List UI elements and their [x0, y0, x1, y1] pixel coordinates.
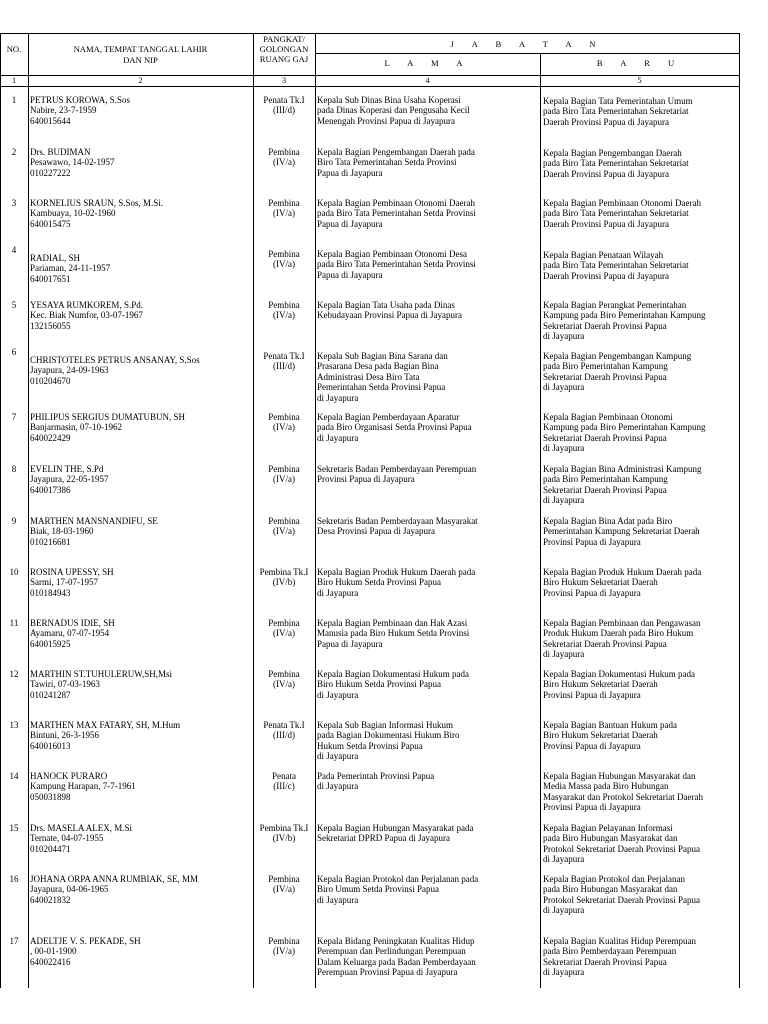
row-old-position-line: di Jayapura — [317, 751, 359, 762]
row-old-position-line: Biro Hukum Setda Provinsi Papua — [317, 679, 441, 690]
colnum-5: 5 — [637, 76, 642, 85]
row-old-position-line: di Jayapura — [317, 392, 359, 403]
row-number: 17 — [9, 936, 19, 946]
row-name-line: 640017386 — [30, 484, 71, 495]
row-new-position-line: pada Biro Tata Pemerintahan Sekretariat — [543, 106, 689, 117]
row-name-line: Biak, 18-03-1960 — [30, 526, 94, 537]
row-old-position-line: Pemerintahan Setda Provinsi Papua — [317, 382, 446, 393]
row-number: 10 — [9, 567, 19, 577]
row-new-position-line: pada Biro Tata Pemerintahan Sekretariat — [543, 158, 689, 169]
row-rank-line: (IV/a) — [273, 628, 295, 639]
col-line-2 — [253, 33, 254, 988]
row-rank-line: (IV/b) — [272, 577, 296, 588]
row-name-line: 010204670 — [30, 375, 71, 386]
row-new-position-line: Daerah Provinsi Papua di Jayapura — [543, 116, 669, 127]
row-number: 1 — [11, 95, 17, 105]
row-rank-line: Pembina — [268, 669, 300, 679]
row-name-line: MARTHIN ST.TUHULERUW,SH,Msi — [30, 669, 172, 679]
row-old-position-line: Perempuan Provinsi Papua di Jayapura — [317, 967, 458, 978]
row-name-line: Kec. Biak Numfor, 03-07-1967 — [30, 310, 143, 321]
row-new-position-line: Kepala Bagian Pengembangan Kampung — [543, 351, 692, 361]
row-old-position-line: pada Dinas Koperasi dan Pengusaha Kecil — [317, 105, 470, 116]
row-name-line: ADELTJE V. S. PEKADE, SH — [30, 936, 141, 946]
row-old-position-line: Hukum Setda Provinsi Papua — [317, 740, 423, 751]
col-line-5 — [739, 33, 740, 988]
row-name-line: 640022416 — [30, 956, 71, 967]
row-rank-line: Pembina Tk.I — [259, 567, 309, 577]
row-new-position-line: Daerah Provinsi Papua di Jayapura — [543, 168, 669, 179]
row-old-position-line: Kepala Bagian Pembinaan dan Hak Azasi — [317, 618, 468, 628]
row-new-position-line: Sekretariat Daerah Provinsi Papua — [543, 371, 667, 382]
row-new-position-line: Kepala Bagian Perangkat Pemerintahan — [543, 300, 687, 310]
row-rank-line: Penata Tk.I — [263, 351, 305, 361]
row-new-position-line: Daerah Provinsi Papua di Jayapura — [543, 270, 669, 281]
row-number: 8 — [11, 464, 17, 474]
row-name-line: Nabire, 23-7-1959 — [30, 105, 97, 116]
col-line-1 — [28, 33, 29, 988]
row-name-line: JOHANA ORPA ANNA RUMBIAK, SE, MM — [30, 874, 198, 884]
row-rank-line: Penata Tk.I — [263, 720, 305, 730]
row-new-position-line: Kepala Bagian Protokol dan Perjalanan — [543, 874, 685, 884]
row-name-line: Sarmi, 17-07-1957 — [30, 577, 98, 588]
row-rank-line: (IV/a) — [273, 946, 295, 957]
row-new-position-line: pada Biro Tata Pemerintahan Sekretariat — [543, 208, 689, 219]
row-rank-line: Pembina — [268, 936, 300, 946]
row-old-position-line: Kepala Bagian Dokumentasi Hukum pada — [317, 669, 469, 679]
row-rank-line: Pembina — [268, 147, 300, 157]
row-number: 12 — [9, 669, 19, 679]
row-new-position-line: Masyarakat dan Protokol Sekretariat Daerah — [543, 791, 703, 802]
row-rank-line: (III/c) — [273, 781, 295, 792]
row-rank-line: Pembina Tk.I — [259, 823, 309, 833]
row-name-line: 050031898 — [30, 791, 71, 802]
row-new-position-line: Kepala Bagian Produk Hukum Daerah pada — [543, 567, 702, 577]
row-new-position-line: Kepala Bagian Bina Administrasi Kampung — [543, 464, 702, 474]
row-old-position-line: Sekretaris Badan Pemberdayaan Masyarakat — [317, 516, 478, 526]
row-new-position-line: di Jayapura — [543, 382, 585, 393]
row-name-line: , 00-01-1900 — [30, 946, 77, 957]
row-old-position-line: Biro Tata Pemerintahan Setda Provinsi — [317, 157, 457, 168]
row-rank-line: (IV/a) — [273, 884, 295, 895]
colnum-3: 3 — [281, 76, 287, 85]
row-name-line: 132156055 — [30, 320, 71, 331]
row-rank-line: Pembina — [268, 464, 300, 474]
row-old-position-line: Administrasi Desa Biro Tata — [317, 371, 420, 382]
row-name-line: 640016013 — [30, 740, 71, 751]
row-rank-line: Pembina — [268, 412, 300, 422]
row-old-position-line: Kepala Bagian Pembinaan Otonomi Daerah — [317, 198, 475, 208]
row-rank-line: (III/d) — [273, 105, 295, 116]
row-name-line: Pariaman, 24-11-1957 — [30, 263, 111, 274]
row-old-position-line: Papua di Jayapura — [317, 167, 383, 178]
row-old-position-line: Dalam Keluarga pada Badan Pemberdayaan — [317, 956, 476, 967]
row-old-position-line: di Jayapura — [317, 894, 359, 905]
row-name-line: PETRUS KOROWA, S.Sos — [30, 95, 131, 105]
row-new-position-line: Biro Hukum Sekretariat Daerah — [543, 730, 658, 741]
row-name-line: 640015925 — [30, 638, 71, 649]
row-old-position-line: Kepala Bagian Hubungan Masyarakat pada — [317, 823, 474, 833]
row-old-position-line: Papua di Jayapura — [317, 218, 383, 229]
row-name-line: Kampung Harapan, 7-7-1961 — [30, 781, 136, 792]
row-number: 13 — [9, 720, 19, 730]
row-name-line: 010227222 — [30, 167, 71, 178]
row-old-position-line: Kepala Bagian Pemberdayaan Aparatur — [317, 412, 460, 422]
row-number: 9 — [11, 516, 17, 526]
row-old-position-line: Biro Umum Setda Provinsi Papua — [317, 884, 439, 895]
row-old-position-line: Sekretaris Badan Pemberdayaan Perempuan — [317, 464, 477, 474]
row-name-line: ROSINA UPESSY, SH — [30, 567, 114, 577]
row-number: 15 — [9, 823, 19, 833]
row-old-position-line: Kepala Bagian Pengembangan Daerah pada — [317, 147, 475, 157]
row-rank-line: (IV/a) — [273, 310, 295, 321]
row-new-position-line: di Jayapura — [543, 331, 585, 342]
row-name-line: Drs. BUDIMAN — [30, 147, 91, 157]
row-new-position-line: pada Biro Pemerintahan Kampung — [543, 474, 668, 485]
row-number: 14 — [9, 771, 19, 781]
row-old-position-line: Kepala Sub Bagian Informasi Hukum — [317, 720, 453, 730]
row-old-position-line: Manusia pada Biro Hukum Setda Provinsi — [317, 628, 470, 639]
row-name-line: Jayapura, 04-06-1965 — [30, 884, 109, 895]
row-name-line: MARTHEN MANSNANDIFU, SE — [30, 516, 158, 526]
row-new-position-line: Kepala Bagian Pengembangan Daerah — [543, 148, 682, 158]
row-new-position-line: Provinsi Papua di Jayapura — [543, 689, 641, 700]
row-new-position-line: Produk Hukum Daerah pada Biro Hukum — [543, 628, 694, 639]
row-old-position-line: Perempuan dan Perlindungan Perempuan — [317, 946, 466, 957]
row-new-position-line: Media Massa pada Biro Hubungan — [543, 781, 669, 792]
header-pangkat-line2: GOLONGAN — [259, 44, 309, 54]
header-baru: B A R U — [596, 58, 683, 68]
row-new-position-line: Kepala Bagian Pembinaan Otonomi — [543, 412, 673, 422]
row-new-position-line: Protokol Sekretariat Daerah Provinsi Papua — [543, 843, 700, 854]
row-old-position-line: Kepala Sub Bagian Bina Sarana dan — [317, 351, 448, 361]
row-new-position-line: di Jayapura — [543, 905, 585, 916]
row-name-line: 640015475 — [30, 218, 71, 229]
row-name-line: 640021832 — [30, 894, 71, 905]
row-new-position-line: pada Biro Tata Pemerintahan Sekretariat — [543, 260, 689, 271]
row-new-position-line: di Jayapura — [543, 443, 585, 454]
row-new-position-line: Provinsi Papua di Jayapura — [543, 802, 641, 813]
row-old-position-line: pada Biro Tata Pemerintahan Setda Provinsi — [317, 208, 476, 219]
row-new-position-line: Kepala Bagian Bina Adat pada Biro — [543, 516, 673, 526]
row-old-position-line: pada Biro Tata Pemerintahan Setda Provinsi — [317, 259, 476, 270]
row-new-position-line: Provinsi Papua di Jayapura — [543, 740, 641, 751]
row-name-line: 010204471 — [30, 843, 71, 854]
row-new-position-line: Biro Hukum Sekretariat Daerah — [543, 577, 658, 588]
row-rank-line: Pembina — [268, 618, 300, 628]
row-new-position-line: Provinsi Papua di Jayapura — [543, 587, 641, 598]
row-name-line: 010184943 — [30, 587, 71, 598]
row-old-position-line: Kepala Bagian Tata Usaha pada Dinas — [317, 300, 455, 310]
row-name-line: Jayapura, 22-05-1957 — [30, 474, 109, 485]
rule-top — [0, 33, 739, 34]
header-pangkat-line1: PANGKAT/ — [263, 34, 305, 44]
row-new-position-line: di Jayapura — [543, 495, 585, 506]
row-name-line: PHILIPUS SERGIUS DUMATUBUN, SH — [30, 412, 186, 422]
row-rank-line: (IV/a) — [273, 157, 295, 168]
row-new-position-line: Pemerintahan Kampung Sekretariat Daerah — [543, 526, 700, 537]
row-old-position-line: Sekretariat DPRD Papua di Jayapura — [317, 833, 450, 844]
rule-jabatan — [315, 53, 739, 54]
row-new-position-line: Kepala Bagian Hubungan Masyarakat dan — [543, 771, 696, 781]
row-name-line: Banjarmasin, 07-10-1962 — [30, 422, 122, 433]
row-name-line: HANOCK PURARO — [30, 771, 108, 781]
row-old-position-line: Kepala Bidang Peningkatan Kualitas Hidup — [317, 936, 475, 946]
row-name-line: Drs. MASELA ALEX, M.Si — [30, 823, 133, 833]
row-old-position-line: di Jayapura — [317, 689, 359, 700]
row-old-position-line: Menengah Provinsi Papua di Jayapura — [317, 115, 455, 126]
row-old-position-line: pada Bagian Dokumentasi Hukum Biro — [317, 730, 460, 741]
row-new-position-line: Kepala Bagian Bantuan Hukum pada — [543, 720, 677, 730]
header-jabatan: J A B A T A N — [450, 39, 604, 49]
row-old-position-line: Biro Hukum Setda Provinsi Papua — [317, 577, 441, 588]
row-new-position-line: Sekretariat Daerah Provinsi Papua — [543, 956, 667, 967]
row-new-position-line: pada Biro Hubungan Masyarakat dan — [543, 833, 678, 844]
row-name-line: EVELIN THE, S.Pd — [30, 464, 104, 474]
row-name-line: 640017651 — [30, 273, 71, 284]
row-new-position-line: pada Biro Hubungan Masyarakat dan — [543, 884, 678, 895]
row-number: 7 — [11, 412, 17, 422]
row-old-position-line: Kepala Bagian Protokol dan Perjalanan pada — [317, 874, 479, 884]
colnum-4: 4 — [425, 76, 430, 85]
row-rank-line: Pembina — [268, 249, 300, 259]
row-rank-line: (III/d) — [273, 730, 295, 741]
row-new-position-line: Kampung pada Biro Pemerintahan Kampung — [543, 422, 706, 433]
row-rank-line: Pembina — [268, 198, 300, 208]
row-rank-line: Pembina — [268, 300, 300, 310]
row-name-line: 010241287 — [30, 689, 71, 700]
row-number: 2 — [11, 147, 17, 157]
row-name-line: YESAYA RUMKOREM, S.Pd. — [30, 300, 143, 310]
row-new-position-line: Daerah Provinsi Papua di Jayapura — [543, 218, 669, 229]
row-new-position-line: Sekretariat Daerah Provinsi Papua — [543, 638, 667, 649]
colnum-2: 2 — [138, 76, 143, 85]
row-name-line: 640015644 — [30, 115, 71, 126]
row-old-position-line: Prasarana Desa pada Bagian Bina — [317, 361, 439, 372]
row-new-position-line: Provinsi Papua di Jayapura — [543, 536, 641, 547]
row-rank-line: (IV/b) — [272, 833, 296, 844]
row-old-position-line: di Jayapura — [317, 781, 359, 792]
row-name-line: Jayapura, 24-09-1963 — [30, 365, 109, 376]
row-new-position-line: di Jayapura — [543, 649, 585, 660]
col-line-4 — [540, 53, 541, 988]
row-old-position-line: Kepala Bagian Produk Hukum Daerah pada — [317, 567, 476, 577]
row-new-position-line: di Jayapura — [543, 967, 585, 978]
row-name-line: RADIAL, SH — [30, 253, 81, 263]
row-number: 6 — [11, 347, 17, 357]
row-new-position-line: Kepala Bagian Tata Pemerintahan Umum — [543, 96, 693, 106]
row-old-position-line: Kebudayaan Provinsi Papua di Jayapura — [317, 310, 462, 321]
row-rank-line: Pembina — [268, 874, 300, 884]
row-old-position-line: Kepala Sub Dinas Bina Usaha Koperasi — [317, 95, 461, 105]
row-number: 4 — [11, 245, 17, 255]
row-name-line: Bintuni, 26-3-1956 — [30, 730, 99, 741]
row-new-position-line: pada Biro Pemerintahan Kampung — [543, 361, 668, 372]
col-line-0 — [0, 33, 1, 988]
row-number: 5 — [11, 300, 17, 310]
row-old-position-line: di Jayapura — [317, 432, 359, 443]
row-new-position-line: Sekretariat Daerah Provinsi Papua — [543, 484, 667, 495]
row-rank-line: Penata — [272, 771, 296, 781]
row-old-position-line: Papua di Jayapura — [317, 638, 383, 649]
row-name-line: Pesawawo, 14-02-1957 — [30, 157, 115, 168]
row-old-position-line: Provinsi Papua di Jayapura — [317, 474, 415, 485]
row-name-line: CHRISTOTELES PETRUS ANSANAY, S.Sos — [30, 355, 200, 365]
row-old-position-line: pada Biro Organisasi Setda Provinsi Papua — [317, 422, 472, 433]
row-name-line: Kambuaya, 10-02-1960 — [30, 208, 116, 219]
header-no: NO. — [6, 44, 22, 54]
row-rank-line: (IV/a) — [273, 422, 295, 433]
row-rank-line: (IV/a) — [273, 474, 295, 485]
row-new-position-line: Kepala Bagian Penataan Wilayah — [543, 250, 664, 260]
row-new-position-line: Kepala Bagian Pelayanan Informasi — [543, 823, 673, 833]
row-old-position-line: Desa Provinsi Papua di Jayapura — [317, 526, 435, 537]
row-new-position-line: Kampung pada Biro Pemerintahan Kampung — [543, 310, 706, 321]
row-old-position-line: Papua di Jayapura — [317, 269, 383, 280]
row-name-line: 640022429 — [30, 432, 71, 443]
row-rank-line: (IV/a) — [273, 208, 295, 219]
row-new-position-line: Kepala Bagian Pembinaan Otonomi Daerah — [543, 198, 701, 208]
row-rank-line: (IV/a) — [273, 679, 295, 690]
row-name-line: Tawiri, 07-03-1963 — [30, 679, 100, 690]
row-old-position-line: di Jayapura — [317, 587, 359, 598]
colnum-1: 1 — [11, 76, 17, 85]
row-rank-line: Penata Tk.I — [263, 95, 305, 105]
row-new-position-line: Sekretariat Daerah Provinsi Papua — [543, 320, 667, 331]
row-new-position-line: Kepala Bagian Dokumentasi Hukum pada — [543, 669, 695, 679]
row-old-position-line: Kepala Bagian Pembinaan Otonomi Desa — [317, 249, 467, 259]
header-pangkat-line3: RUANG GAJ — [259, 54, 309, 64]
row-new-position-line: di Jayapura — [543, 854, 585, 865]
row-rank-line: (III/d) — [273, 361, 295, 372]
row-name-line: Ternate, 04-07-1955 — [30, 833, 104, 844]
row-new-position-line: Protokol Sekretariat Daerah Provinsi Papua — [543, 894, 700, 905]
row-new-position-line: Kepala Bagian Pembinaan dan Pengawasan — [543, 618, 701, 628]
row-number: 16 — [9, 874, 19, 884]
header-nama-line2: DAN NIP — [123, 55, 158, 65]
row-old-position-line: Pada Pemerintah Provinsi Papua — [317, 771, 435, 781]
row-name-line: KORNELIUS SRAUN, S.Sos, M.Si. — [30, 198, 164, 208]
row-new-position-line: Kepala Bagian Kualitas Hidup Perempuan — [543, 936, 696, 946]
row-new-position-line: Sekretariat Daerah Provinsi Papua — [543, 432, 667, 443]
row-name-line: MARTHEN MAX FATARY, SH, M.Hum — [30, 720, 181, 730]
row-number: 3 — [11, 198, 17, 208]
header-lama: L A M A — [384, 58, 471, 68]
row-name-line: BERNADUS IDIE, SH — [30, 618, 115, 628]
row-rank-line: Pembina — [268, 516, 300, 526]
col-line-3 — [315, 33, 316, 988]
header-nama-line1: NAMA, TEMPAT TANGGAL LAHIR — [73, 44, 208, 54]
row-new-position-line: pada Biro Pemberdayaan Perempuan — [543, 946, 677, 957]
row-name-line: Ayamaru, 07-07-1954 — [30, 628, 110, 639]
row-number: 11 — [9, 618, 19, 628]
row-name-line: 010216681 — [30, 536, 71, 547]
row-rank-line: (IV/a) — [273, 259, 295, 270]
row-rank-line: (IV/a) — [273, 526, 295, 537]
row-new-position-line: Biro Hukum Sekretariat Daerah — [543, 679, 658, 690]
